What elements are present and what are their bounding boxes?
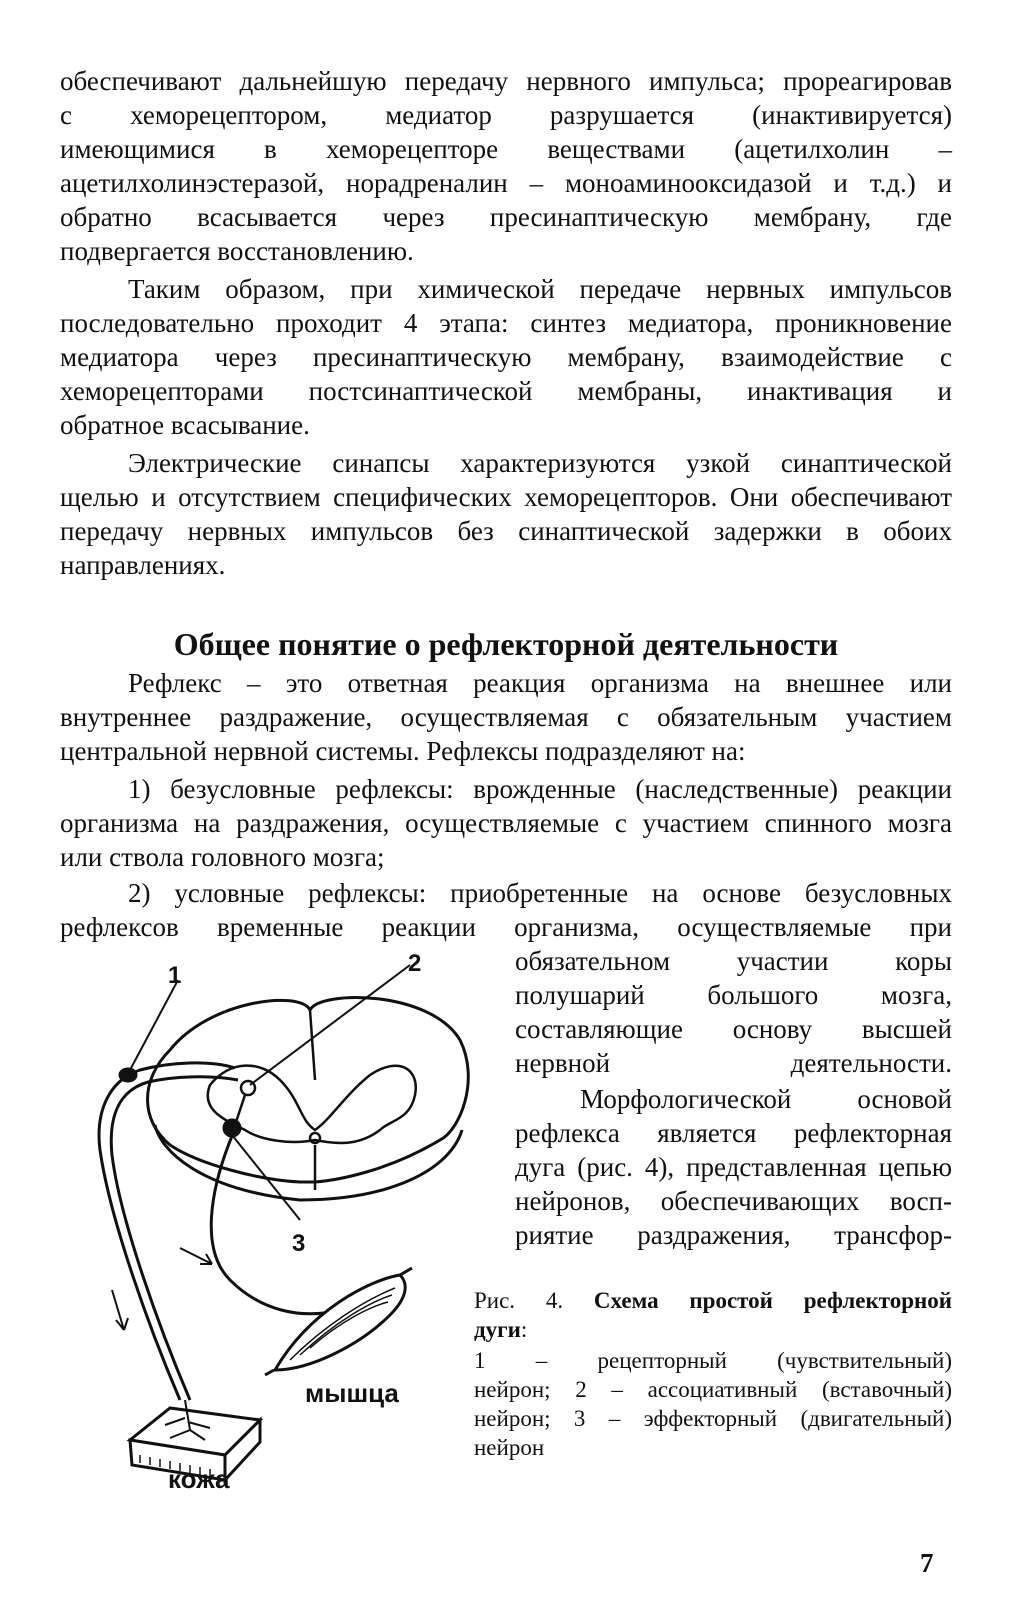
text-line: внутреннее раздражение, осуществляемая с обязательным участием <box>60 702 952 732</box>
page-number: 7 <box>920 1548 934 1578</box>
text-line: рефлекса является рефлекторная <box>515 1118 952 1148</box>
text-line: риятие раздражения, трансфор- <box>515 1220 952 1250</box>
text-line: Таким образом, при химической передаче нервных импульсов <box>128 274 952 304</box>
caption-title: Схема простой рефлекторной <box>593 1288 952 1313</box>
text-line: полушарий большого мозга, <box>515 980 952 1010</box>
figure-caption-title <box>474 1286 952 1315</box>
text-line: Электрические синапсы характеризуются узкой синаптической <box>128 448 952 478</box>
text-line: обеспечивают дальнейшую передачу нервного импульса; прореагировав <box>60 66 952 96</box>
figure-caption-title-cont <box>474 1315 952 1344</box>
figure-label-2: 2 <box>408 950 422 977</box>
sensory-neuron-fiber-2 <box>111 1077 238 1400</box>
text-line: обязательном участии коры <box>515 946 952 976</box>
motor-neuron-body <box>224 1120 240 1136</box>
text-line: центральной нервной системы. Рефлексы подразделяют на: <box>60 736 746 766</box>
interneuron-to-motor <box>236 1095 245 1122</box>
figure-label-3: 3 <box>292 1230 306 1257</box>
text-line: нервной деятельности. <box>515 1048 952 1078</box>
figure-label-1: 1 <box>168 962 182 989</box>
dorsal-root-ganglion <box>120 1069 136 1081</box>
arrow-sensory <box>112 1290 128 1330</box>
muscle-label: мышца <box>305 1378 399 1408</box>
caption-line: нейрон; 3 – эффекторный (двигательный) <box>474 1406 952 1431</box>
spinal-cord-outline <box>148 998 469 1182</box>
text-line: нейронов, обеспечивающих восп- <box>515 1186 952 1216</box>
posterior-septum <box>310 1010 315 1080</box>
caption-prefix: Рис. 4. <box>474 1288 594 1313</box>
text-line: организма на раздражения, осуществляемые с участием спинного мозга <box>60 808 952 838</box>
reflex-arc-diagram <box>60 950 470 1510</box>
arrow-motor <box>180 1248 212 1264</box>
text-line: последовательно проходит 4 этапа: синтез медиатора, проникновение <box>60 308 952 338</box>
text-line: хеморецепторами постсинаптической мембраны, инактивация и <box>60 376 952 406</box>
caption-line: нейрон; 2 – ассоциативный (вставочный) <box>474 1377 952 1402</box>
caption-title-cont: дуги <box>474 1317 521 1342</box>
caption-line: 1 – рецепторный (чувствительный) <box>474 1348 952 1373</box>
text-line: или ствола головного мозга; <box>60 842 385 872</box>
caption-colon: : <box>520 1317 528 1342</box>
text-line: передачу нервных импульсов без синаптической задержки в обоих <box>60 516 952 546</box>
central-canal <box>310 1133 320 1143</box>
text-line: обратно всасывается через пресинаптическую мембрану, где <box>60 202 952 232</box>
label-3-leader <box>232 1135 300 1220</box>
text-line: составляющие основу высшей <box>515 1014 952 1044</box>
text-line: направлениях. <box>60 550 226 580</box>
text-line: подвергается восстановлению. <box>60 236 414 266</box>
text-line: ацетилхолинэстеразой, норадреналин – моноаминооксидазой и т.д.) и <box>60 168 952 198</box>
text-line: обратное всасывание. <box>60 410 310 440</box>
spinal-cord-rim <box>155 1125 462 1200</box>
text-line: 2) условные рефлексы: приобретенные на основе безусловных <box>128 878 952 908</box>
caption-line: нейрон <box>474 1435 545 1460</box>
text-line: рефлексов временные реакции организма, осуществляемые при <box>60 912 952 942</box>
skin-label: кожа <box>168 1464 230 1494</box>
text-line: щелью и отсутствием специфических хеморецепторов. Они обеспечивают <box>60 482 952 512</box>
text-line: Морфологической основой <box>580 1084 952 1114</box>
text-line: имеющимися в хеморецепторе веществами (ацетилхолин – <box>60 134 952 164</box>
muscle-icon <box>265 1268 412 1375</box>
section-heading: Общее понятие о рефлекторной деятельности <box>173 626 839 662</box>
text-line: 1) безусловные рефлексы: врожденные (наследственные) реакции <box>128 774 952 804</box>
text-line: с хеморецептором, медиатор разрушается (инактивируется) <box>60 100 952 130</box>
text-line: медиатора через пресинаптическую мембрану, взаимодействие с <box>60 342 952 372</box>
text-line: дуга (рис. 4), представленная цепью <box>515 1152 952 1182</box>
sensory-neuron-fiber <box>99 1063 235 1400</box>
reflex-arc-figure <box>60 950 470 1510</box>
label-1-leader <box>130 980 178 1070</box>
text-line: Рефлекс – это ответная реакция организма на внешнее или <box>128 668 952 698</box>
